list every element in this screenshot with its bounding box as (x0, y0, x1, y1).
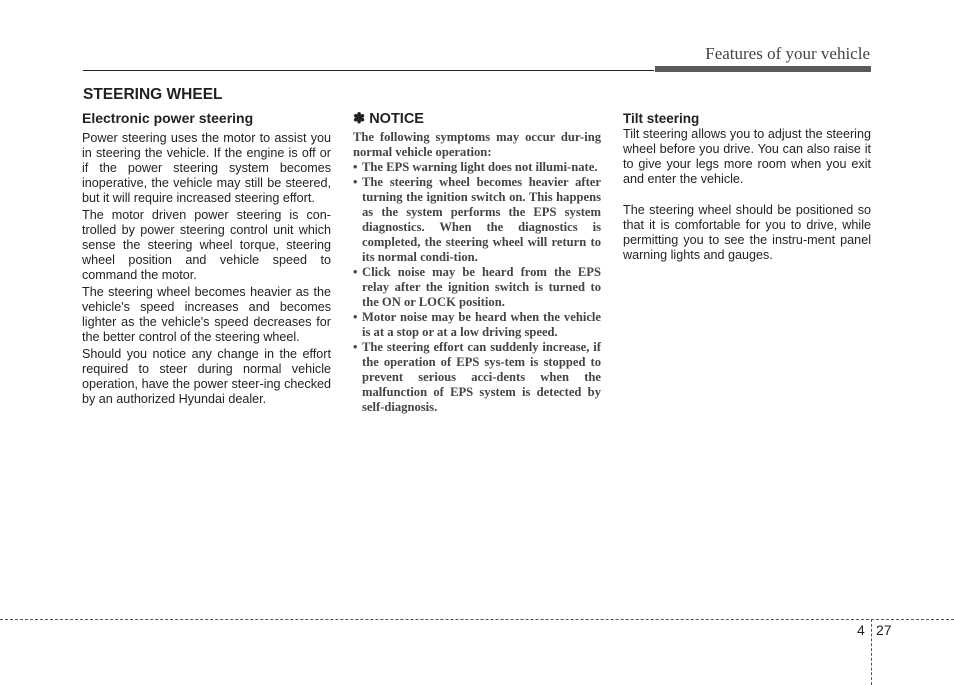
notice-item: • The steering effort can suddenly increase, if the operation of EPS sys-tem is stopped to prevent serious acci-dents when the malfunction of EPS system is detected by self-diagnosis. (353, 340, 601, 414)
notice-list (353, 160, 601, 415)
header-bar (655, 66, 871, 72)
tilt-paragraph-2: The steering wheel should be positioned so that it is comfortable for you to drive, while permitting you to see the instru-ment panel warning lights and gauges. (623, 203, 871, 262)
notice-item: • Click noise may be heard from the EPS relay after the ignition switch is turned to the ON or LOCK position. (353, 265, 601, 309)
notice-title: NOTICE (369, 111, 424, 127)
eps-paragraph-3: The steering wheel becomes heavier as the vehicle's speed increases and becomes lighter as the vehicle's speed decreases for the better control of the steering wheel. (82, 285, 331, 344)
notice-item: • The EPS warning light does not illumi-nate. (353, 160, 598, 174)
eps-column (82, 110, 331, 409)
notice-item: • The steering wheel becomes heavier after turning the ignition switch on. This happens as the system performs the EPS system diagnostics. When the diagnostics is completed, the steering wheel will return to its normal condi-tion. (353, 175, 601, 264)
bullet-icon: • (353, 160, 358, 174)
notice-item: • Motor noise may be heard when the vehicle is at a stop or at a low driving speed. (353, 310, 601, 339)
chapter-number: 4 (857, 622, 865, 638)
tilt-paragraph-1: Tilt steering allows you to adjust the steering wheel before you drive. You can also raise it to give your legs more room when you exit and enter the vehicle. (623, 127, 871, 186)
bullet-icon: • (353, 310, 358, 324)
eps-paragraph-4: Should you notice any change in the effort required to steer during normal vehicle operation, have the power steer-ing checked by an authorized Hyundai dealer. (82, 347, 331, 406)
footer-divider (871, 619, 872, 685)
eps-heading: Electronic power steering (82, 110, 254, 126)
bullet-icon: • (353, 340, 358, 354)
eps-paragraph-1: Power steering uses the motor to assist you in steering the vehicle. If the engine is off or if the power steering system becomes inoperative, the vehicle may still be steered, but it will require increased steering effort. (82, 131, 331, 205)
tilt-heading: Tilt steering (623, 111, 700, 126)
notice-star-icon: ✽ (353, 111, 366, 127)
notice-heading (353, 110, 601, 128)
footer-rule (0, 619, 954, 620)
notice-body (353, 130, 601, 415)
header-title: Features of your vehicle (705, 44, 870, 63)
tilt-column (623, 110, 871, 279)
eps-paragraph-2: The motor driven power steering is con-trolled by power steering control unit which sense the steering wheel torque, steering wheel position and vehicle speed to command the motor. (82, 208, 331, 282)
bullet-icon: • (353, 265, 358, 279)
section-title: STEERING WHEEL (83, 86, 223, 103)
notice-column (353, 110, 601, 415)
header-rule (83, 70, 654, 71)
bullet-icon: • (353, 175, 358, 189)
notice-intro: The following symptoms may occur dur-ing normal vehicle operation: (353, 130, 601, 159)
page-number: 27 (876, 622, 892, 638)
